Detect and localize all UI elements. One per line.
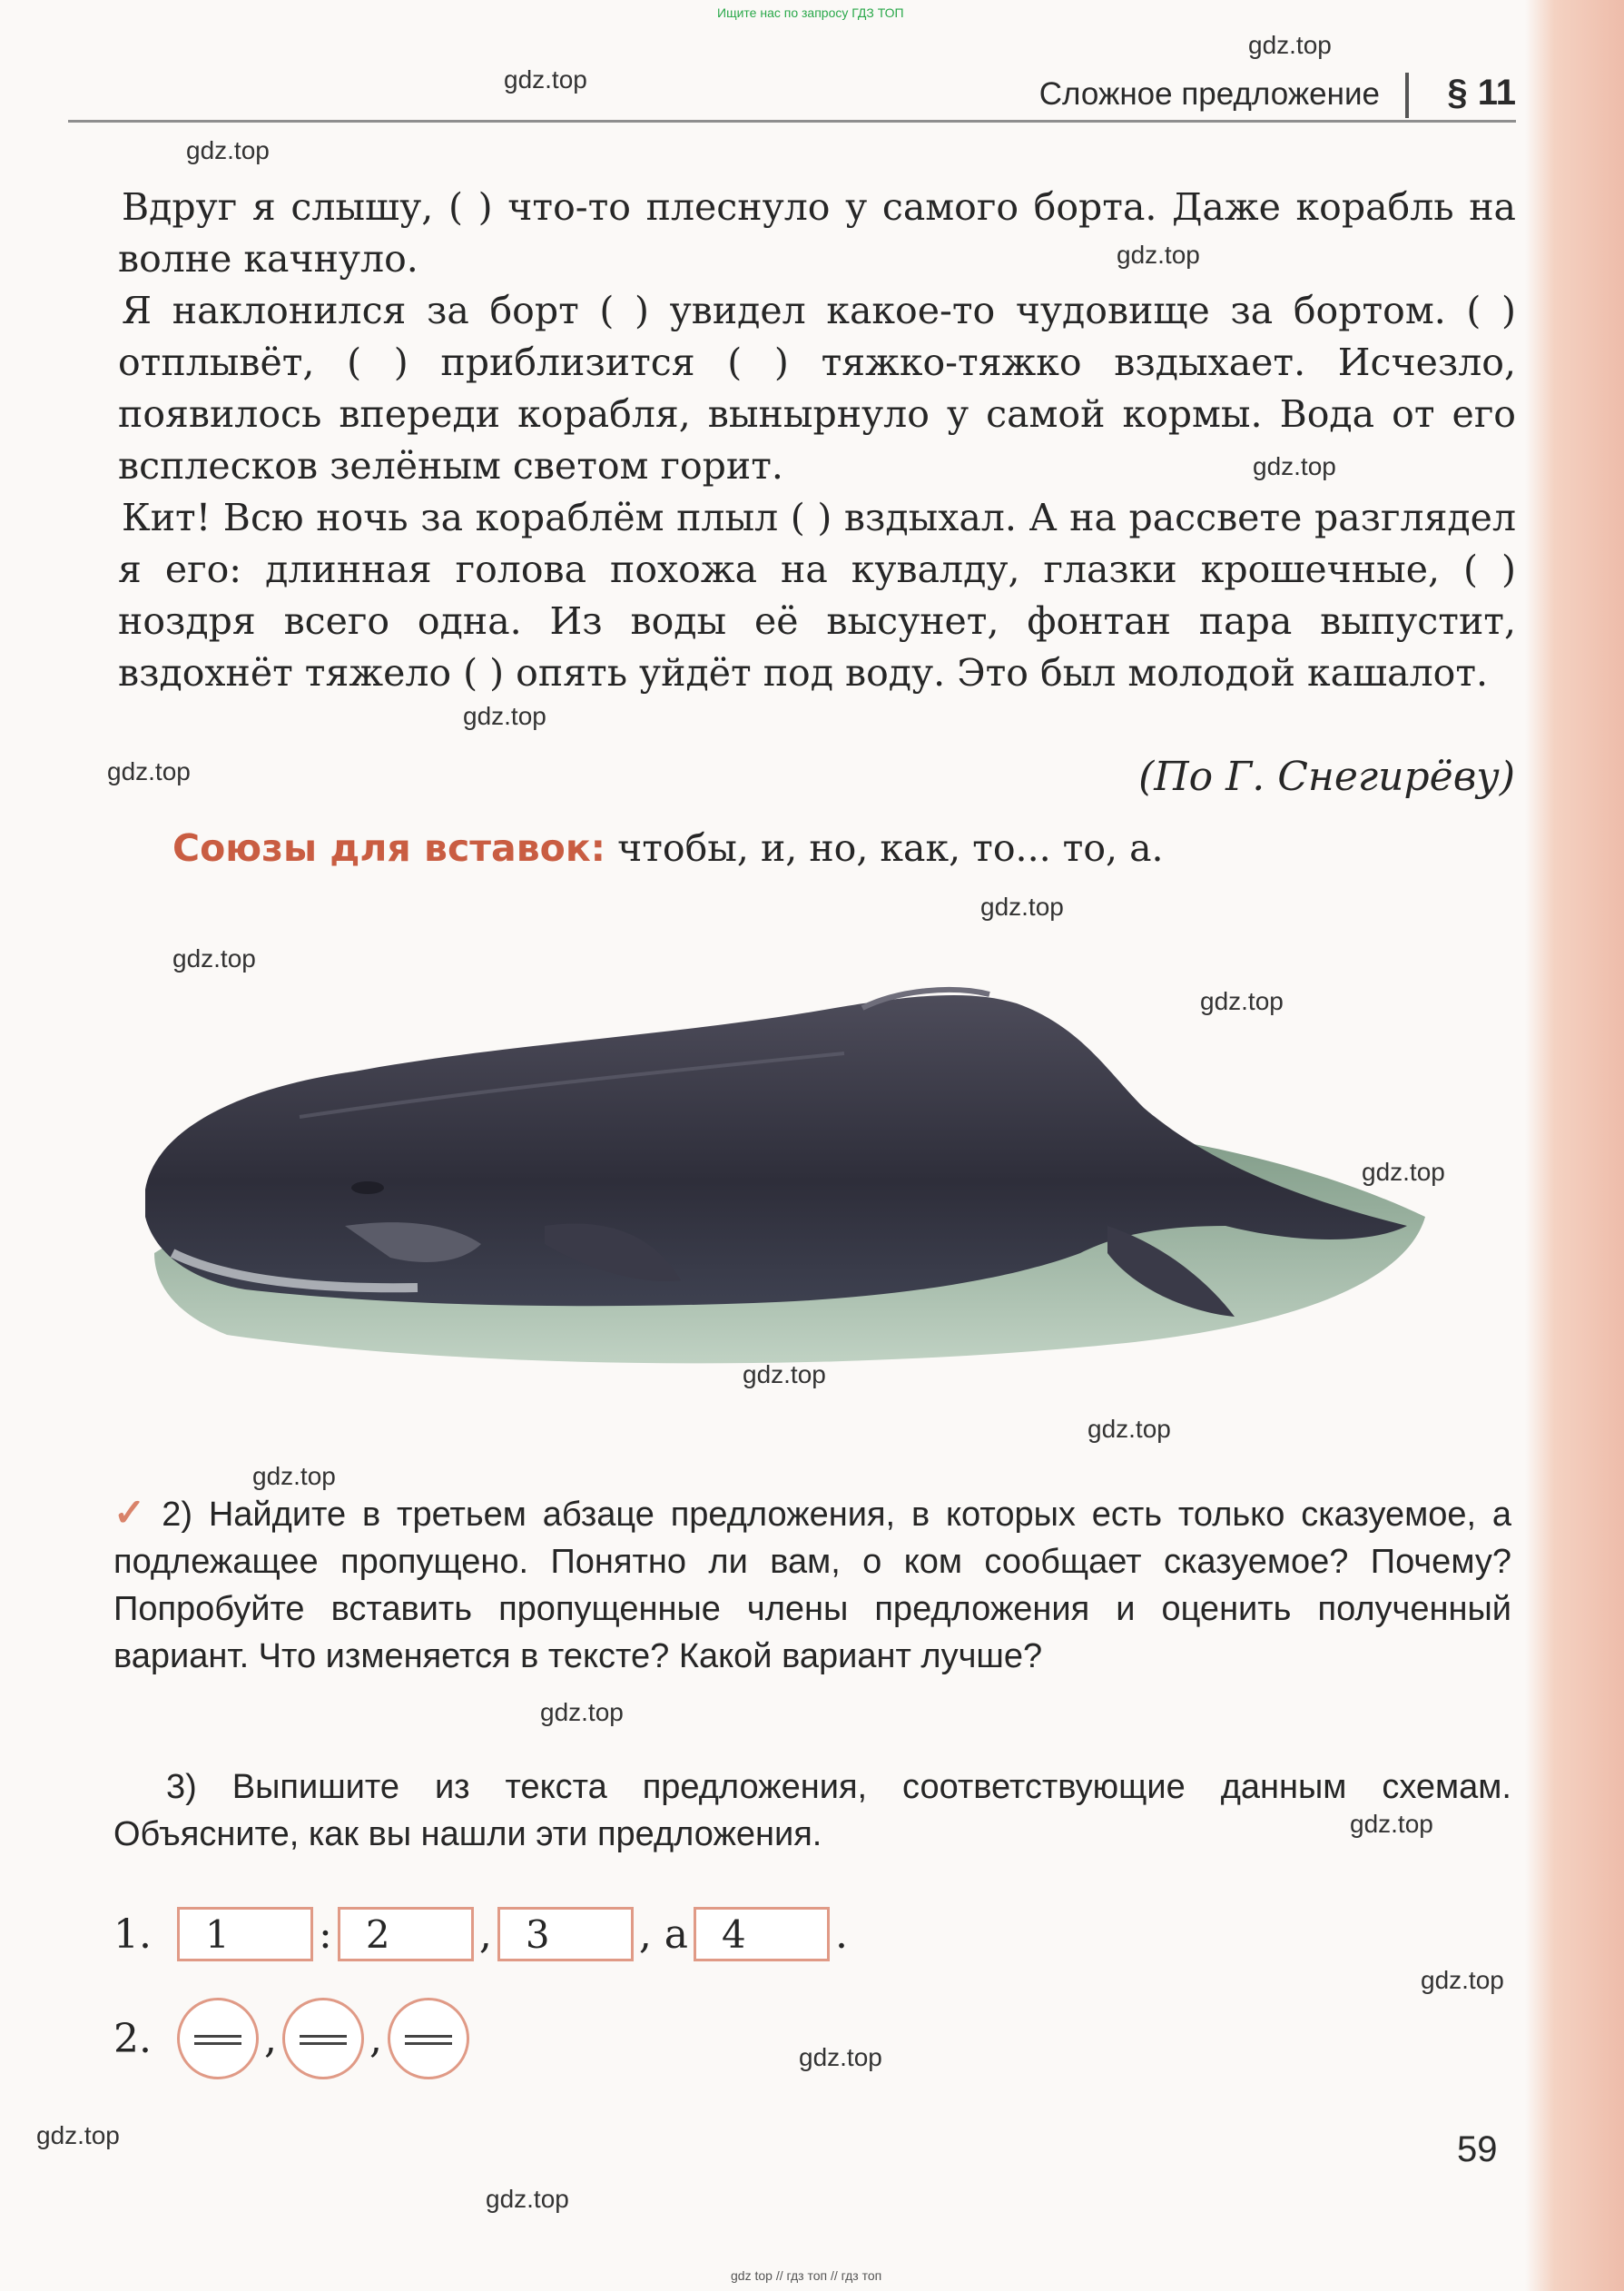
predicate-circle-3	[388, 1998, 469, 2079]
watermark: gdz.top	[463, 702, 546, 730]
scheme-sep-comma: ,	[478, 1911, 492, 1958]
watermark: gdz.top	[1088, 1415, 1171, 1443]
page-edge-shadow	[1525, 0, 1624, 2291]
task-3-number: 3)	[166, 1768, 197, 1806]
watermark: gdz.top	[1248, 31, 1332, 59]
paragraph-1: Вдруг я слышу, ( ) что-то плеснуло у самого борта. Даже корабль на волне качнуло.	[118, 185, 1516, 281]
scheme-sep-colon: :	[319, 1911, 332, 1958]
text-source: (По Г. Снегирёву)	[1138, 754, 1515, 800]
watermark: gdz.top	[1117, 241, 1200, 269]
watermark: gdz.top	[486, 2185, 569, 2213]
header-divider	[1405, 73, 1409, 118]
header-rule	[68, 120, 1516, 123]
task-2-text: Найдите в третьем абзаце предложения, в которых есть только сказуемое, а подлежащее пропущено. Понятно ли вам, о ком сообщает сказуемое? Почему? Попробуйте вставить пропущенные члены предложения и оценить полученный вариант. Что изменяется в тексте? Какой вариант лучше?	[113, 1496, 1512, 1675]
unions-line	[172, 826, 1164, 870]
watermark: gdz.top	[186, 136, 270, 164]
scheme-end-period: .	[835, 1911, 849, 1958]
task-3	[113, 1763, 1511, 1858]
watermark: gdz.top	[1200, 987, 1284, 1015]
scheme-box-2: 2	[338, 1907, 474, 1961]
task-3-text: Выпишите из текста предложения, соответствующие данным схемам. Объясните, как вы нашли эти предложения.	[113, 1768, 1511, 1853]
section-number: § 11	[1447, 73, 1516, 113]
exercise-text	[118, 182, 1516, 699]
predicate-circle-2	[282, 1998, 364, 2079]
watermark: gdz.top	[1350, 1810, 1433, 1838]
watermark: gdz.top	[504, 65, 587, 94]
watermark: gdz.top	[1362, 1158, 1445, 1186]
sperm-whale-illustration	[118, 953, 1443, 1389]
watermark: gdz.top	[172, 944, 256, 973]
watermark: gdz.top	[1253, 452, 1336, 480]
watermark: gdz.top	[799, 2043, 882, 2071]
watermark: gdz.top	[107, 757, 191, 785]
scheme-box-1: 1	[177, 1907, 313, 1961]
whale-drawing	[118, 953, 1443, 1389]
scheme-1-number: 1.	[113, 1911, 152, 1958]
watermark: gdz.top	[252, 1462, 336, 1490]
scheme-2-sep-1: ,	[264, 2015, 277, 2062]
scheme-box-4: 4	[694, 1907, 830, 1961]
scheme-2-number: 2.	[113, 2015, 152, 2062]
scheme-row-1	[113, 1898, 853, 1970]
task-2-number: 2)	[162, 1496, 192, 1534]
watermark-bottom: gdz top // гдз топ // гдз топ	[731, 2268, 882, 2283]
watermark: gdz.top	[1421, 1966, 1504, 1994]
paragraph-3: Кит! Всю ночь за кораблём плыл ( ) вздыхал. А на рассвете разглядел я его: длинная голова похожа на кувалду, глазки крошечные, ( ) ноздря всего одна. Из воды её высунет, фонтан пара выпустит, вздохнёт тяжело ( ) опять уйдёт под воду. Это был молодой кашалот.	[118, 496, 1516, 695]
unions-list: чтобы, и, но, как, то... то, а.	[617, 826, 1164, 870]
watermark: gdz.top	[980, 893, 1064, 921]
scheme-sep-comma-a: , а	[638, 1911, 689, 1958]
unions-label: Союзы для вставок:	[172, 826, 606, 870]
predicate-circle-1	[177, 1998, 259, 2079]
page-number: 59	[1457, 2129, 1498, 2169]
watermark: gdz.top	[540, 1698, 624, 1726]
watermark: gdz.top	[743, 1360, 826, 1388]
scheme-box-3: 3	[497, 1907, 634, 1961]
task-2	[113, 1489, 1511, 1680]
watermark: gdz.top	[36, 2121, 120, 2149]
checkmark-icon: ✓	[113, 1491, 146, 1534]
paragraph-2: Я наклонился за борт ( ) увидел какое-то чудовище за бортом. ( ) отплывёт, ( ) приблизится ( ) тяжко-тяжко вздыхает. Исчезло, появилось впереди корабля, вынырнуло у самой кормы. Вода от его всплесков зелёным светом горит.	[118, 289, 1516, 488]
chapter-title: Сложное предложение	[1038, 76, 1380, 112]
scheme-2-sep-2: ,	[369, 2015, 382, 2062]
running-header	[68, 73, 1516, 127]
watermark-top: Ищите нас по запросу ГДЗ ТОП	[717, 5, 904, 20]
scheme-row-2	[113, 1993, 469, 2084]
